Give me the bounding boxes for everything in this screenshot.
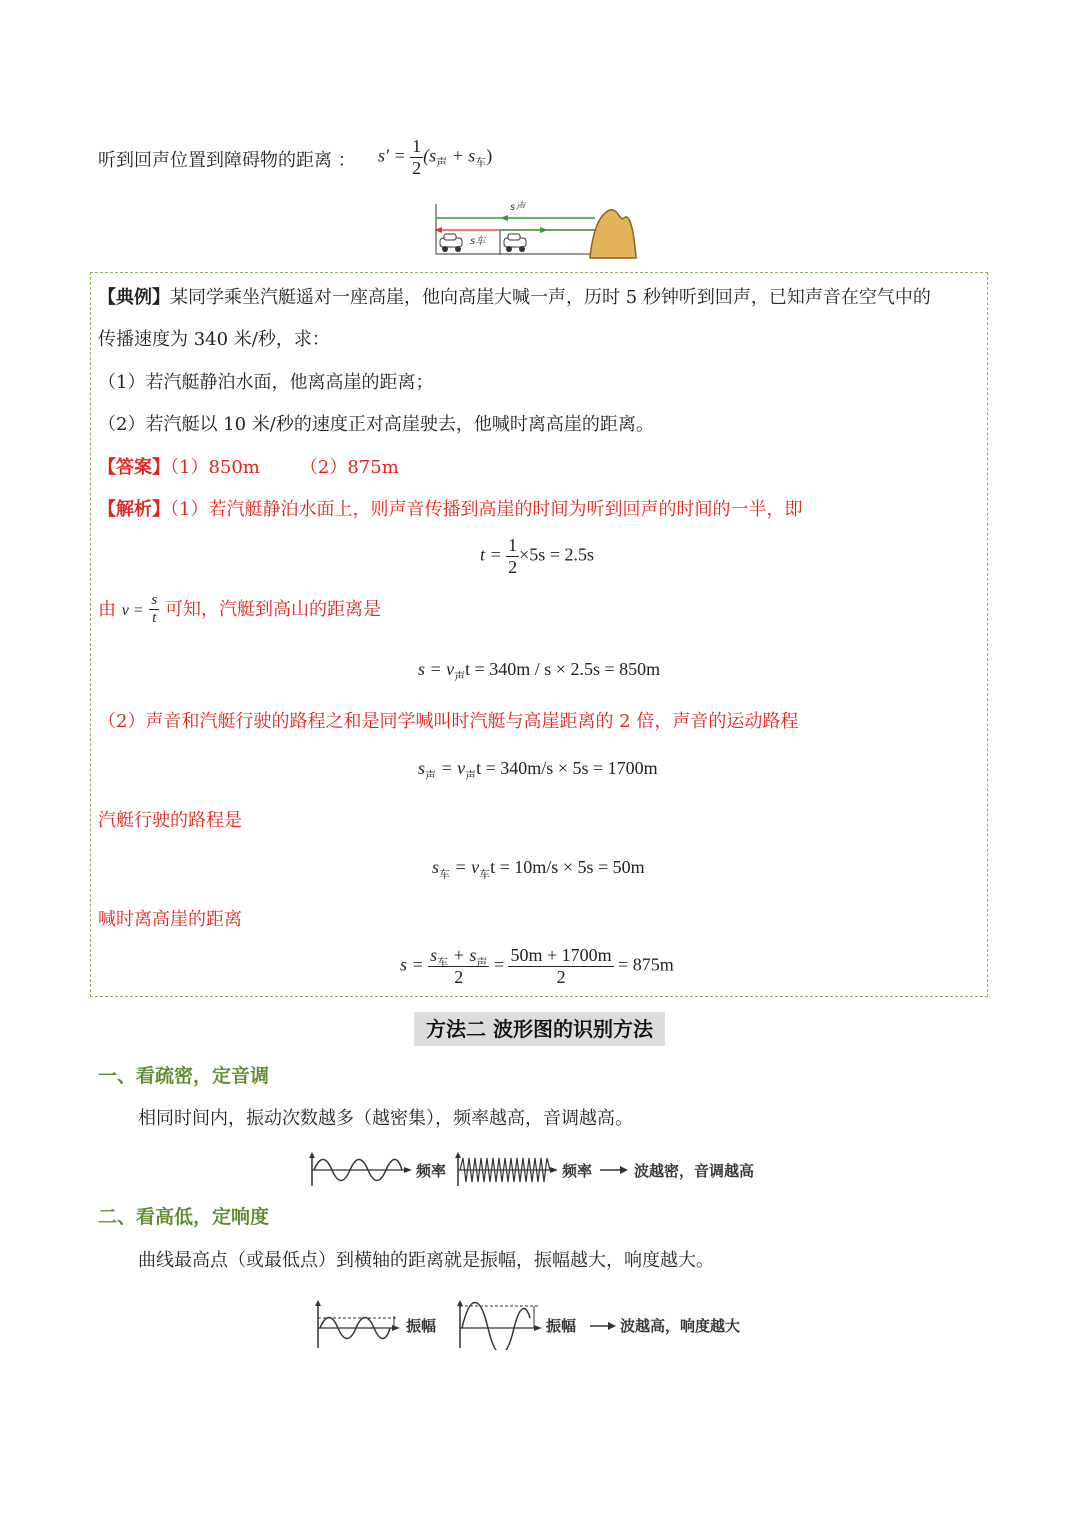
amp-label-2: 振幅 bbox=[546, 1317, 577, 1335]
intro-formula: s′ = $\frac{1}{2}$ $(s_声 + s_车)$ bbox=[378, 136, 493, 178]
equation-2: $s = v_声t = 340m / s \times 2.5s = 850m$ bbox=[418, 659, 661, 683]
analysis-text3: 汽艇行驶的路程是 bbox=[98, 810, 242, 831]
section1-paragraph: 相同时间内，振动次数越多（越密集），频率越高，音调越高。 bbox=[138, 1108, 633, 1129]
freq-label-1: 频率 bbox=[416, 1162, 447, 1180]
example-q2: （2）若汽艇以 10 米/秒的速度正对高崖驶去，他喊时离高崖的距离。 bbox=[98, 414, 654, 435]
s-sound-label: s声 bbox=[510, 202, 526, 213]
equation-5: s = $\frac{s_车 + s_声}{2}$ = $\frac{50m + 1700m}{2}$ = 875m bbox=[400, 945, 674, 987]
analysis-text2: 由 v = $\frac{s}{t}$ 可知，汽艇到高山的距离是 bbox=[98, 592, 381, 627]
section1-heading: 一、看疏密，定音调 bbox=[98, 1065, 270, 1087]
analysis-text4: 喊时离高崖的距离 bbox=[98, 909, 242, 930]
example-q1: （1）若汽艇静泊水面，他离高崖的距离； bbox=[98, 372, 434, 393]
freq-result: 波越密，音调越高 bbox=[634, 1162, 755, 1180]
freq-label-2: 频率 bbox=[562, 1162, 593, 1180]
method2-title: 方法二 波形图的识别方法 bbox=[414, 1012, 665, 1046]
intro-label: 听到回声位置到障碍物的距离 ： bbox=[98, 150, 356, 171]
analysis-line2: （2）声音和汽艇行驶的路程之和是同学喊叫时汽艇与高崖距离的 2 倍，声音的运动路程 bbox=[98, 711, 799, 732]
frequency-diagram bbox=[308, 1150, 778, 1190]
equation-4: $s_车 = v_车t = 10m/s \times 5s = 50m$ bbox=[432, 857, 645, 881]
echo-diagram bbox=[430, 196, 640, 260]
equation-1: t = $\frac{1}{2}$ ×5s = 2.5s bbox=[480, 535, 594, 577]
amplitude-diagram bbox=[314, 1298, 764, 1350]
answer-line: 【答案】（1）850m （2）875m bbox=[98, 457, 399, 478]
section2-paragraph: 曲线最高点（或最低点）到横轴的距离就是振幅，振幅越大，响度越大。 bbox=[138, 1250, 714, 1271]
section2-heading: 二、看高低，定响度 bbox=[98, 1206, 270, 1228]
example-question-line1: 【典例】某同学乘坐汽艇遥对一座高崖，他向高崖大喊一声，历时 5 秒钟听到回声，已知声音在空气中的 bbox=[98, 287, 931, 308]
analysis-line1: 【解析】（1）若汽艇静泊水面上，则声音传播到高崖的时间为听到回声的时间的一半，即 bbox=[98, 499, 803, 520]
example-question-line2: 传播速度为 340 米/秒，求： bbox=[98, 329, 330, 350]
amp-label-1: 振幅 bbox=[406, 1317, 437, 1335]
equation-3: $s_声 = v_声t = 340m/s \times 5s = 1700m$ bbox=[418, 758, 658, 782]
amp-result: 波越高，响度越大 bbox=[620, 1317, 741, 1335]
s-car-label: s车 bbox=[470, 236, 486, 247]
